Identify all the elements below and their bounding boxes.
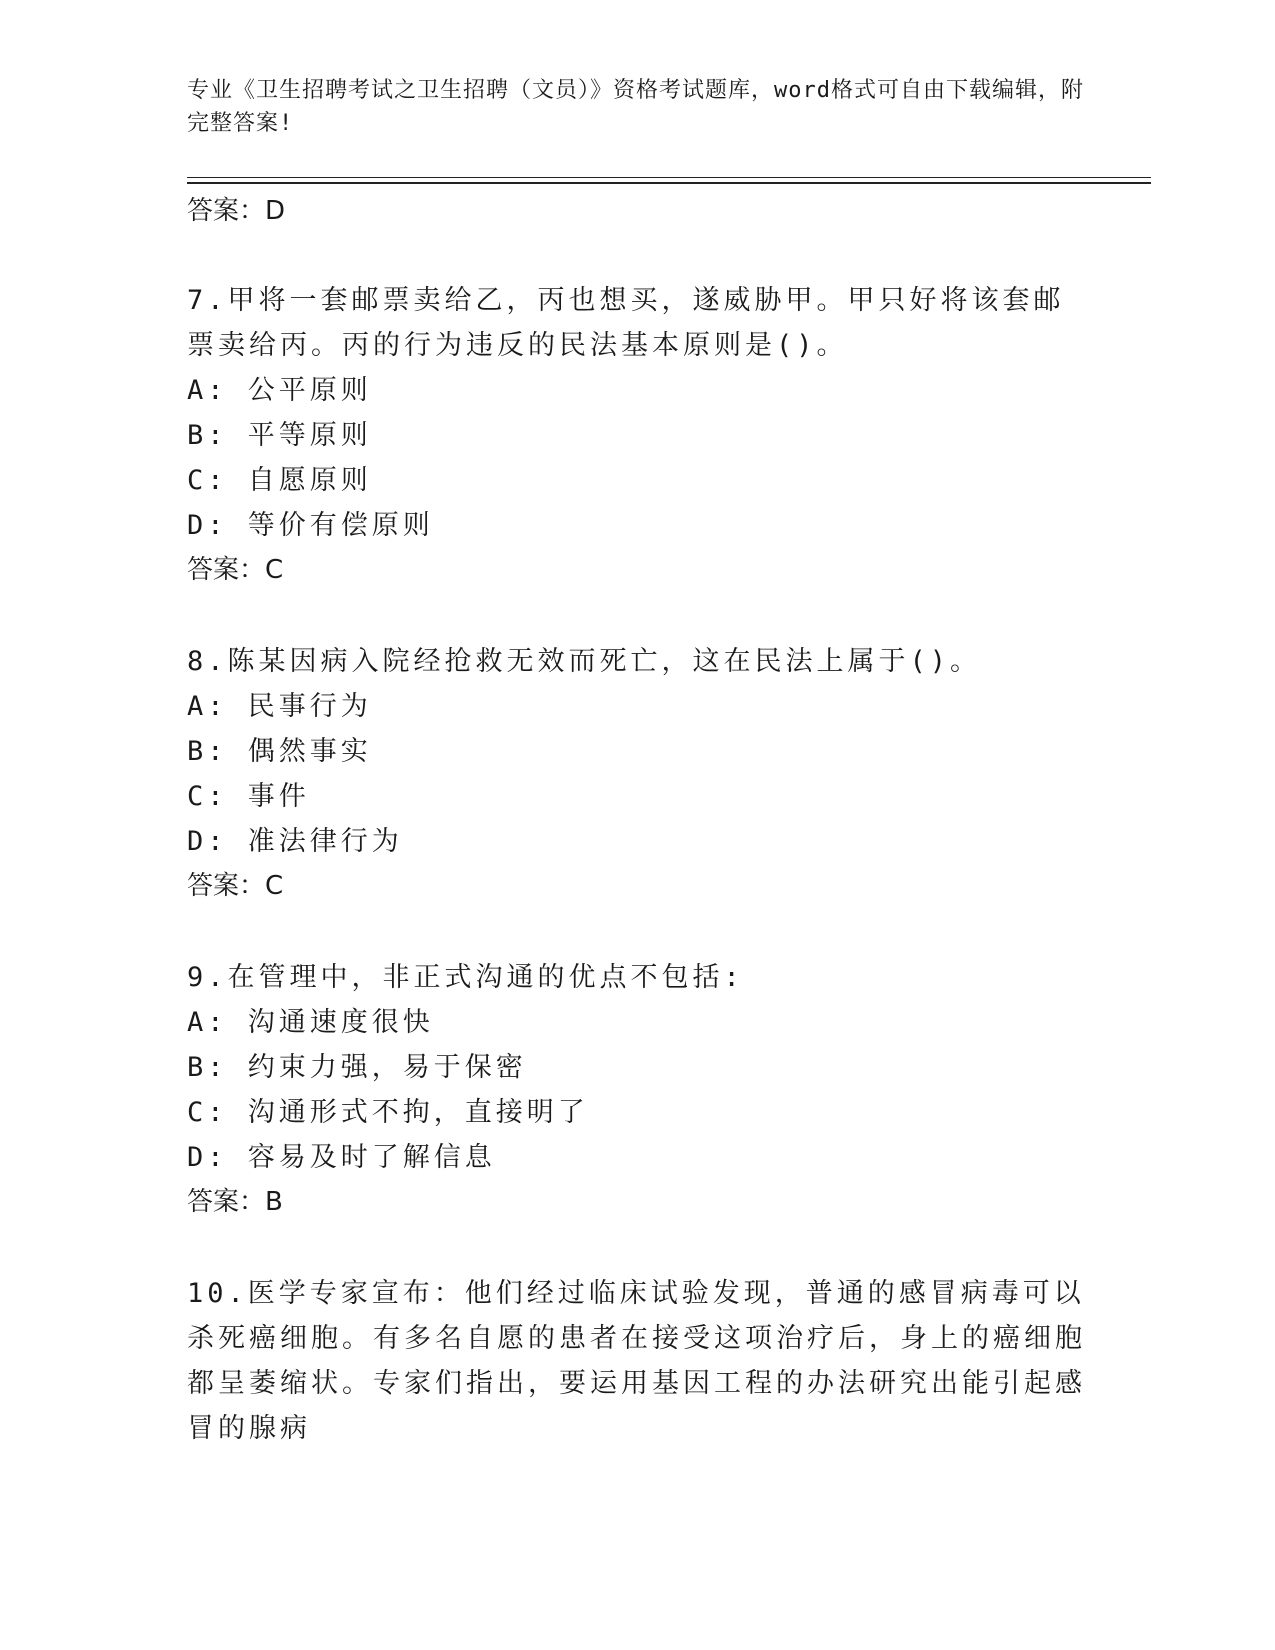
question-10 xyxy=(187,1271,1087,1451)
option-c: C: 事件 xyxy=(187,781,310,812)
option-c: C: 沟通形式不拘，直接明了 xyxy=(187,1097,589,1128)
question-8 xyxy=(187,639,1087,909)
option-d: D: 等价有偿原则 xyxy=(187,510,434,541)
option-d: D: 准法律行为 xyxy=(187,826,403,857)
question-text: 8.陈某因病入院经抢救无效而死亡，这在民法上属于()。 xyxy=(187,646,982,677)
question-text: 7.甲将一套邮票卖给乙，丙也想买，遂威胁甲。甲只好将该套邮票卖给丙。丙的行为违反的民法基本原则是()。 xyxy=(187,285,1065,361)
question-7 xyxy=(187,278,1087,593)
document-header: 专业《卫生招聘考试之卫生招聘（文员）》资格考试题库，word格式可自由下载编辑，附完整答案! xyxy=(187,78,1084,136)
option-b: B: 偶然事实 xyxy=(187,736,372,767)
option-a: A: 公平原则 xyxy=(187,375,372,406)
question-9 xyxy=(187,955,1087,1225)
answer: 答案：C xyxy=(187,555,284,585)
question-text: 9.在管理中，非正式沟通的优点不包括: xyxy=(187,962,744,993)
option-a: A: 民事行为 xyxy=(187,691,372,722)
option-c: C: 自愿原则 xyxy=(187,465,372,496)
header-rule-thick xyxy=(187,182,1151,184)
option-b: B: 约束力强，易于保密 xyxy=(187,1052,527,1083)
option-d: D: 容易及时了解信息 xyxy=(187,1142,496,1173)
previous-answer: 答案：D xyxy=(187,196,286,226)
answer: 答案：B xyxy=(187,1187,283,1217)
option-b: B: 平等原则 xyxy=(187,420,372,451)
answer: 答案：C xyxy=(187,871,284,901)
question-text: 10.医学专家宣布：他们经过临床试验发现，普通的感冒病毒可以杀死癌细胞。有多名自愿的患者在接受这项治疗后，身上的癌细胞都呈萎缩状。专家们指出，要运用基因工程的办法研究出能引起感冒的腺病 xyxy=(187,1278,1086,1444)
header-rule-thin xyxy=(187,177,1151,178)
option-a: A: 沟通速度很快 xyxy=(187,1007,434,1038)
question-list xyxy=(187,278,1087,1497)
